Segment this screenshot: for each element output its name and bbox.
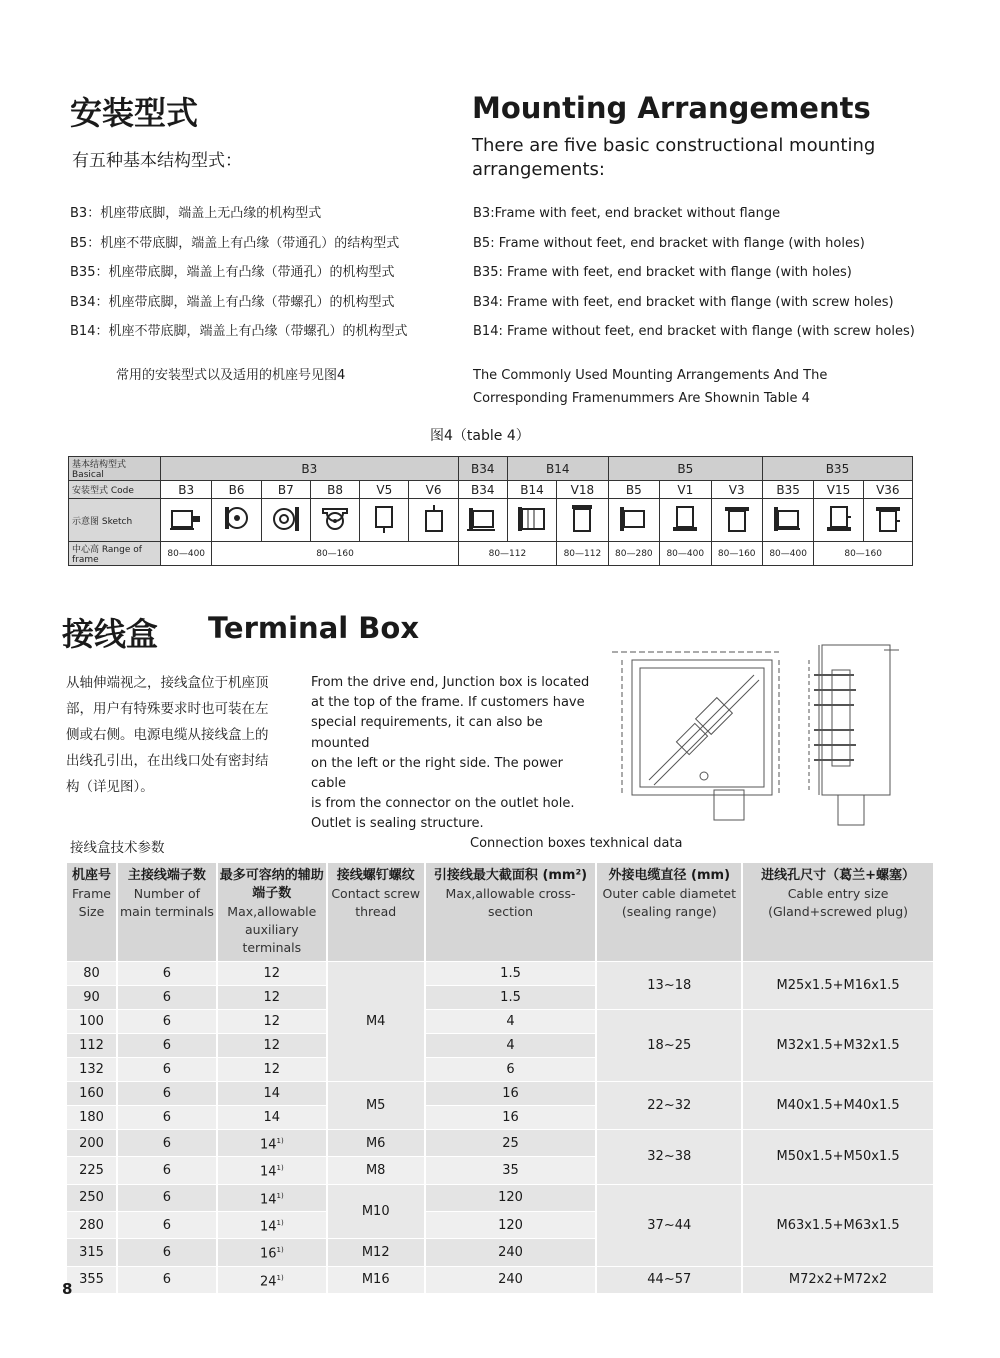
- terminal-box-drawing: [604, 630, 904, 830]
- cell-main: 6: [117, 962, 217, 986]
- table-row: [67, 1130, 934, 1157]
- list-item: B3:Frame with feet, end bracket without flange: [473, 206, 781, 221]
- table4-range-row: [69, 542, 913, 566]
- table4-range: 80—160: [814, 542, 913, 566]
- col-screw-thread: 接线螺钉螺纹 Contact screw thread: [327, 863, 425, 962]
- cell-main: 6: [117, 986, 217, 1010]
- list-item: B3：机座带底脚，端盖上无凸缘的机构型式: [70, 206, 322, 221]
- table4-group: B5: [608, 457, 762, 481]
- cell-aux: 24$^{1)}$: [217, 1266, 327, 1293]
- cell-aux: 14: [217, 1082, 327, 1106]
- terminal-title-en: Terminal Box: [208, 611, 420, 645]
- cell-aux: 12: [217, 1058, 327, 1082]
- mounting-note-cn: 常用的安装型式以及适用的机座号见图4: [116, 368, 346, 383]
- list-item: B5: Frame without feet, end bracket with flange (with holes): [473, 235, 865, 251]
- table4-range: 80—400: [762, 542, 813, 566]
- table4-sketch-row: [69, 499, 913, 542]
- cell-cross: 4: [425, 1010, 597, 1034]
- page-number: 8: [62, 1280, 73, 1298]
- table4-range: 80—400: [660, 542, 711, 566]
- cell-frame: 280: [67, 1211, 117, 1238]
- para-line: 从轴伸端视之，接线盒位于机座顶: [66, 675, 269, 691]
- table4-group: B35: [762, 457, 912, 481]
- cell-frame: 355: [67, 1266, 117, 1293]
- para-line: From the drive end, Junction box is located: [311, 675, 590, 690]
- table4-range: 80—160: [711, 542, 762, 566]
- para-line: 侧或右侧。电源电缆从接线盒上的: [66, 727, 269, 743]
- col-main-terminals: 主接线端子数 Number of main terminals: [117, 863, 217, 962]
- table4-code: B35: [762, 481, 813, 499]
- table4-code: B34: [458, 481, 507, 499]
- cell-cross: 16: [425, 1082, 597, 1106]
- sketch-b8-icon: [310, 499, 359, 542]
- cell-entry: M25x1.5+M16x1.5: [742, 962, 934, 1010]
- table4-label: 示意图 Sketch: [69, 499, 161, 542]
- cell-aux: 14$^{1)}$: [217, 1211, 327, 1238]
- table4-range: 80—112: [557, 542, 608, 566]
- cell-thread: M16: [327, 1266, 425, 1293]
- cell-main: 6: [117, 1157, 217, 1184]
- cell-entry: M63x1.5+M63x1.5: [742, 1184, 934, 1266]
- col-cross-section: 引接线最大截面积 (mm²) Max,allowable cross-section: [425, 863, 597, 962]
- table-row: [67, 1010, 934, 1034]
- cell-diameter: 13~18: [596, 962, 742, 1010]
- table4-label: 基本结构型式 Basical: [69, 457, 161, 481]
- cell-main: 6: [117, 1130, 217, 1157]
- cell-aux: 16$^{1)}$: [217, 1239, 327, 1266]
- list-item: B34: Frame with feet, end bracket with flange (with screw holes): [473, 294, 894, 310]
- cell-thread: M12: [327, 1239, 425, 1266]
- table-row: [67, 1082, 934, 1106]
- table4-code: B6: [212, 481, 261, 499]
- cell-frame: 80: [67, 962, 117, 986]
- mounting-intro-cn: 有五种基本结构型式：: [72, 151, 242, 171]
- col-cable-diameter: 外接电缆直径 (mm) Outer cable diametet (sealing range): [596, 863, 742, 962]
- cell-frame: 250: [67, 1184, 117, 1211]
- table-row: [67, 1184, 934, 1211]
- conn-table-header: [67, 863, 934, 962]
- mounting-list-cn: [70, 199, 407, 347]
- table4-label: 安装型式 Code: [69, 481, 161, 499]
- cell-thread: M8: [327, 1157, 425, 1184]
- mounting-note-en-2: Corresponding Framenummers Are Shownin Table 4: [473, 391, 810, 406]
- cell-frame: 160: [67, 1082, 117, 1106]
- cell-frame: 315: [67, 1239, 117, 1266]
- para-line: 构（详见图）。: [66, 779, 154, 795]
- table-row: [67, 962, 934, 986]
- terminal-title-cn: 接线盒: [62, 615, 159, 653]
- terminal-para-en: [311, 673, 593, 835]
- table4: [68, 456, 913, 566]
- table4-code: V1: [660, 481, 711, 499]
- cell-main: 6: [117, 1082, 217, 1106]
- mounting-list-en: [473, 199, 915, 347]
- conn-table-title-en: Connection boxes texhnical data: [470, 836, 683, 851]
- cell-main: 6: [117, 1211, 217, 1238]
- cell-thread: M4: [327, 962, 425, 1082]
- table4-group: B3: [161, 457, 459, 481]
- cell-aux: 12: [217, 1010, 327, 1034]
- sketch-b35-icon: [762, 499, 813, 542]
- table4-group: B14: [507, 457, 608, 481]
- table4-code: B8: [310, 481, 359, 499]
- cell-diameter: 44~57: [596, 1266, 742, 1293]
- cell-thread: M6: [327, 1130, 425, 1157]
- table4-range: 80—280: [608, 542, 659, 566]
- table4-code: B3: [161, 481, 212, 499]
- list-item: B35: Frame with feet, end bracket with flange (with holes): [473, 265, 852, 280]
- para-line: special requirements, it can also be mounted: [311, 715, 543, 751]
- table4-group-row: [69, 457, 913, 481]
- sketch-v1-icon: [660, 499, 711, 542]
- cell-aux: 12: [217, 1034, 327, 1058]
- para-line: at the top of the frame. If customers have: [311, 695, 585, 711]
- cell-cross: 35: [425, 1157, 597, 1184]
- table4-code: B7: [261, 481, 310, 499]
- cell-cross: 120: [425, 1211, 597, 1238]
- sketch-v18-icon: [557, 499, 608, 542]
- table4-code: V3: [711, 481, 762, 499]
- table4-code-row: [69, 481, 913, 499]
- sketch-v36-icon: [863, 499, 912, 542]
- cell-frame: 112: [67, 1034, 117, 1058]
- cell-aux: 12: [217, 986, 327, 1010]
- sketch-b3-icon: [161, 499, 212, 542]
- cell-cross: 25: [425, 1130, 597, 1157]
- list-item: B5：机座不带底脚，端盖上有凸缘（带通孔）的结构型式: [70, 235, 400, 251]
- sketch-b5-icon: [608, 499, 659, 542]
- cell-cross: 4: [425, 1034, 597, 1058]
- list-item: B34：机座带底脚，端盖上有凸缘（带螺孔）的机构型式: [70, 294, 395, 310]
- list-item: B35：机座带底脚，端盖上有凸缘（带通孔）的机构型式: [70, 265, 395, 280]
- table4-code: V6: [409, 481, 458, 499]
- cell-main: 6: [117, 1106, 217, 1130]
- table-row: [67, 1266, 934, 1293]
- sketch-b14-icon: [507, 499, 556, 542]
- table4-label: 中心高 Range of frame: [69, 542, 161, 566]
- cell-cross: 1.5: [425, 962, 597, 986]
- col-frame-size: 机座号 Frame Size: [67, 863, 117, 962]
- cell-main: 6: [117, 1239, 217, 1266]
- sketch-v15-icon: [814, 499, 863, 542]
- col-cable-entry: 进线孔尺寸（葛兰+螺塞） Cable entry size (Gland+screwed plug): [742, 863, 934, 962]
- sketch-b7-icon: [261, 499, 310, 542]
- cell-main: 6: [117, 1184, 217, 1211]
- cell-thread: M10: [327, 1184, 425, 1239]
- mounting-title-en: Mounting Arrangements: [472, 91, 871, 125]
- cell-cross: 240: [425, 1266, 597, 1293]
- cell-frame: 225: [67, 1157, 117, 1184]
- terminal-para-cn: [66, 670, 291, 800]
- sketch-b6-icon: [212, 499, 261, 542]
- cell-frame: 132: [67, 1058, 117, 1082]
- cell-aux: 14: [217, 1106, 327, 1130]
- list-item: B14: Frame without feet, end bracket with flange (with screw holes): [473, 324, 915, 339]
- cell-cross: 6: [425, 1058, 597, 1082]
- table4-range: 80—400: [161, 542, 212, 566]
- cell-aux: 14$^{1)}$: [217, 1184, 327, 1211]
- mounting-intro-en: There are five basic constructional mounting arrangements:: [472, 135, 876, 180]
- cell-main: 6: [117, 1058, 217, 1082]
- cell-entry: M32x1.5+M32x1.5: [742, 1010, 934, 1082]
- sketch-v3-icon: [711, 499, 762, 542]
- para-line: 出线孔引出，在出线口处有密封结: [66, 753, 269, 769]
- sketch-b34-icon: [458, 499, 507, 542]
- cell-cross: 120: [425, 1184, 597, 1211]
- cell-frame: 200: [67, 1130, 117, 1157]
- cell-aux: 14$^{1)}$: [217, 1130, 327, 1157]
- cell-diameter: 37~44: [596, 1184, 742, 1266]
- mounting-note-en-1: The Commonly Used Mounting Arrangements And The: [473, 368, 828, 383]
- cell-diameter: 22~32: [596, 1082, 742, 1130]
- cell-entry: M72x2+M72x2: [742, 1266, 934, 1293]
- cell-cross: 240: [425, 1239, 597, 1266]
- para-line: on the left or the right side. The power cable: [311, 755, 563, 792]
- list-item: B14：机座不带底脚，端盖上有凸缘（带螺孔）的机构型式: [70, 324, 408, 339]
- cell-entry: M40x1.5+M40x1.5: [742, 1082, 934, 1130]
- mounting-title-cn: 安装型式: [70, 94, 199, 132]
- table4-code: B5: [608, 481, 659, 499]
- table4-range: 80—160: [212, 542, 458, 566]
- cell-aux: 12: [217, 962, 327, 986]
- cell-main: 6: [117, 1010, 217, 1034]
- table4-code: V5: [360, 481, 409, 499]
- para-line: 部，用户有特殊要求时也可装在左: [66, 701, 269, 717]
- col-aux-terminals: 最多可容纳的辅助端子数 Max,allowable auxiliary terminals: [217, 863, 327, 962]
- cell-frame: 90: [67, 986, 117, 1010]
- sketch-v5-icon: [360, 499, 409, 542]
- cell-diameter: 32~38: [596, 1130, 742, 1185]
- cell-aux: 14$^{1)}$: [217, 1157, 327, 1184]
- cell-thread: M5: [327, 1082, 425, 1130]
- cell-frame: 180: [67, 1106, 117, 1130]
- table4-code: V15: [814, 481, 863, 499]
- cell-entry: M50x1.5+M50x1.5: [742, 1130, 934, 1185]
- cell-main: 6: [117, 1034, 217, 1058]
- cell-cross: 1.5: [425, 986, 597, 1010]
- table4-caption: 图4（table 4）: [430, 428, 530, 444]
- table4-range: 80—112: [458, 542, 557, 566]
- table4-group: B34: [458, 457, 507, 481]
- para-line: is from the connector on the outlet hole.: [311, 796, 575, 812]
- para-line: Outlet is sealing structure.: [311, 816, 484, 832]
- table4-code: V18: [557, 481, 608, 499]
- conn-table: [67, 863, 935, 1294]
- sketch-v6-icon: [409, 499, 458, 542]
- cell-frame: 100: [67, 1010, 117, 1034]
- cell-diameter: 18~25: [596, 1010, 742, 1082]
- conn-table-title-cn: 接线盒技术参数: [70, 840, 165, 856]
- table4-code: B14: [507, 481, 556, 499]
- cell-main: 6: [117, 1266, 217, 1293]
- table4-code: V36: [863, 481, 912, 499]
- cell-cross: 16: [425, 1106, 597, 1130]
